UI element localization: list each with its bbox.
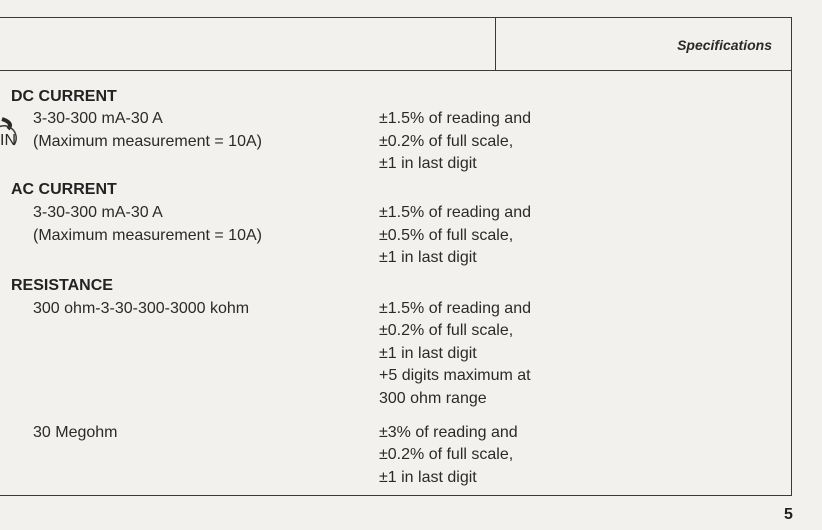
dc-current-max: (Maximum measurement = 10A): [33, 133, 262, 150]
dc-accuracy-line-1: ±1.5% of reading and: [379, 110, 531, 127]
megohm-accuracy-line-3: ±1 in last digit: [379, 469, 477, 486]
section-title-ac-current: AC CURRENT: [11, 181, 117, 198]
header-divider: [0, 70, 791, 71]
header-column-divider: [495, 18, 496, 70]
megohm-range: 30 Megohm: [33, 424, 118, 441]
ac-accuracy-line-2: ±0.5% of full scale,: [379, 227, 514, 244]
dc-accuracy-line-2: ±0.2% of full scale,: [379, 133, 514, 150]
megohm-accuracy-line-2: ±0.2% of full scale,: [379, 446, 514, 463]
dc-accuracy-line-3: ±1 in last digit: [379, 155, 477, 172]
resistance-accuracy-line-3: ±1 in last digit: [379, 345, 477, 362]
ac-accuracy-line-1: ±1.5% of reading and: [379, 204, 531, 221]
ac-current-range: 3-30-300 mA-30 A: [33, 204, 163, 221]
section-header-title: Specifications: [677, 37, 772, 53]
megohm-accuracy-line-1: ±3% of reading and: [379, 424, 518, 441]
ac-accuracy-line-3: ±1 in last digit: [379, 249, 477, 266]
resistance-accuracy-line-4: +5 digits maximum at: [379, 367, 531, 384]
dc-current-range: 3-30-300 mA-30 A: [33, 110, 163, 127]
ac-current-max: (Maximum measurement = 10A): [33, 227, 262, 244]
section-title-dc-current: DC CURRENT: [11, 88, 117, 105]
resistance-accuracy-line-1: ±1.5% of reading and: [379, 300, 531, 317]
section-title-resistance: RESISTANCE: [11, 277, 113, 294]
edge-mark-text: IN: [0, 132, 16, 149]
resistance-accuracy-line-5: 300 ohm range: [379, 390, 487, 407]
resistance-accuracy-line-2: ±0.2% of full scale,: [379, 322, 514, 339]
page-number: 5: [784, 506, 793, 523]
resistance-range: 300 ohm-3-30-300-3000 kohm: [33, 300, 250, 317]
